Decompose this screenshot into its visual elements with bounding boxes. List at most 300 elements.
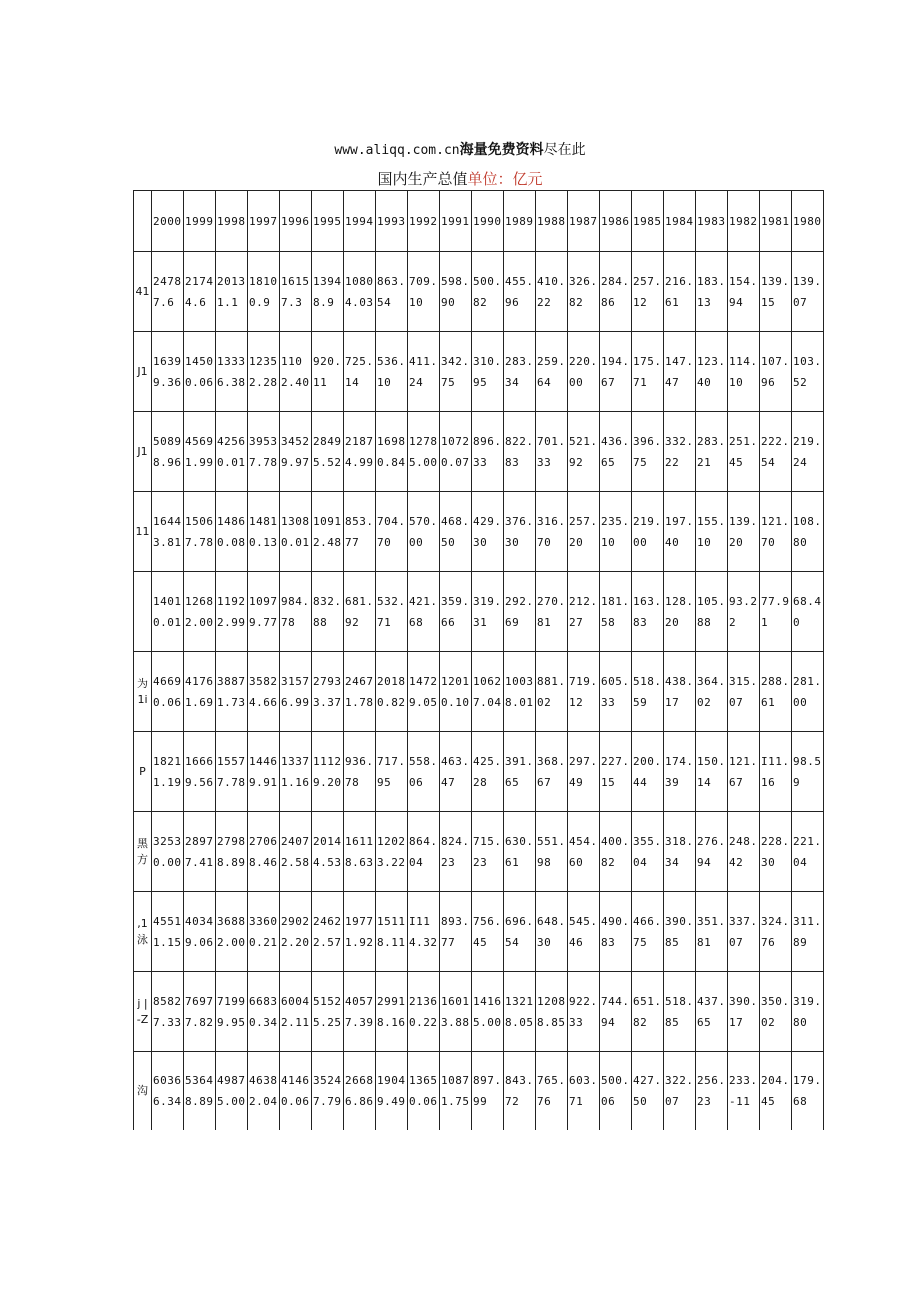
value-cell: [664, 412, 696, 492]
value-text: 853.77: [345, 514, 374, 549]
value-cell: [248, 572, 280, 652]
value-text: 46690.06: [153, 674, 182, 709]
value-text: 311.89: [793, 914, 822, 949]
value-cell: [600, 1052, 632, 1131]
value-text: 696.54: [505, 914, 534, 949]
year-header-cell: [664, 191, 696, 252]
value-cell: [696, 892, 728, 972]
value-text: 936.78: [345, 754, 374, 789]
value-text: 701.33: [537, 434, 566, 469]
value-cell: [632, 572, 664, 652]
value-cell: [408, 652, 440, 732]
value-cell: [280, 732, 312, 812]
value-text: 181.58: [601, 594, 630, 629]
value-text: 400.82: [601, 834, 630, 869]
value-text: 532.71: [377, 594, 406, 629]
value-text: 468.50: [441, 514, 470, 549]
year-label: 1992: [409, 214, 438, 228]
value-cell: [184, 412, 216, 492]
value-cell: [216, 892, 248, 972]
value-text: 709.10: [409, 274, 438, 309]
value-cell: [760, 1052, 792, 1131]
value-text: 103.52: [793, 354, 822, 389]
value-text: 284.86: [601, 274, 630, 309]
value-cell: [280, 572, 312, 652]
value-cell: [408, 412, 440, 492]
value-cell: [152, 812, 184, 892]
value-text: 756.45: [473, 914, 502, 949]
value-text: 155.10: [697, 514, 726, 549]
value-text: 174.39: [665, 754, 694, 789]
value-cell: [632, 252, 664, 332]
value-text: 376.30: [505, 514, 534, 549]
value-text: 10871.75: [441, 1074, 470, 1108]
value-cell: [248, 252, 280, 332]
value-text: 50898.96: [153, 434, 182, 469]
value-cell: [184, 972, 216, 1052]
value-text: 85827.33: [153, 994, 182, 1029]
value-cell: [664, 812, 696, 892]
value-text: 29918.16: [377, 994, 406, 1029]
value-text: 14010.01: [153, 594, 182, 629]
value-cell: [728, 812, 760, 892]
value-cell: [664, 1052, 696, 1131]
value-text: 45691.99: [185, 434, 214, 469]
value-text: 310.95: [473, 354, 502, 389]
value-cell: [184, 572, 216, 652]
value-text: 26686.86: [345, 1074, 374, 1108]
value-cell: [792, 972, 824, 1052]
value-cell: [184, 492, 216, 572]
value-cell: [568, 892, 600, 972]
value-cell: [568, 732, 600, 812]
table-row: [134, 332, 824, 412]
value-text: 28977.41: [185, 834, 214, 869]
table-title: [0, 169, 920, 189]
value-cell: [728, 1052, 760, 1131]
value-cell: [440, 252, 472, 332]
year-label: 1993: [377, 214, 406, 228]
value-text: 16399.36: [153, 354, 182, 389]
value-cell: [568, 812, 600, 892]
value-cell: [600, 812, 632, 892]
year-header-row: [134, 191, 824, 252]
value-text: 411.24: [409, 354, 438, 389]
value-text: 11129.20: [313, 754, 342, 789]
value-text: 16157.3: [281, 274, 310, 309]
value-cell: [536, 492, 568, 572]
value-cell: [504, 652, 536, 732]
value-cell: [536, 252, 568, 332]
value-text: 558.06: [409, 754, 438, 789]
value-cell: [376, 572, 408, 652]
table-row: [134, 252, 824, 332]
document-header: [0, 141, 920, 160]
value-text: 76977.82: [185, 994, 214, 1029]
value-cell: [664, 732, 696, 812]
value-cell: [504, 1052, 536, 1131]
value-text: 319.31: [473, 594, 502, 629]
year-header-cell: [504, 191, 536, 252]
value-text: 154.94: [729, 274, 758, 309]
year-label: 2000: [153, 214, 182, 228]
value-cell: [152, 252, 184, 332]
value-cell: [536, 412, 568, 492]
value-text: 717.95: [377, 754, 406, 789]
value-cell: [600, 332, 632, 412]
row-label: ,1 泳: [134, 892, 152, 972]
value-cell: [632, 732, 664, 812]
value-text: 744.94: [601, 994, 630, 1029]
value-cell: [216, 732, 248, 812]
value-text: 139.20: [729, 514, 758, 549]
value-text: 438.17: [665, 674, 694, 709]
value-text: 13948.9: [313, 274, 342, 309]
value-cell: [440, 972, 472, 1052]
value-cell: [536, 332, 568, 412]
value-cell: [696, 252, 728, 332]
value-text: 150.14: [697, 754, 726, 789]
year-label: 1996: [281, 214, 310, 228]
value-text: 12352.28: [249, 354, 278, 389]
value-text: 605.33: [601, 674, 630, 709]
year-label: 1995: [313, 214, 342, 228]
value-text: 175.71: [633, 354, 662, 389]
value-text: 455.96: [505, 274, 534, 309]
value-cell: [696, 1052, 728, 1131]
value-text: 139.15: [761, 274, 790, 309]
row-label: [134, 572, 152, 652]
value-cell: [312, 892, 344, 972]
value-cell: [248, 652, 280, 732]
value-text: 15067.78: [185, 514, 214, 549]
value-cell: [248, 892, 280, 972]
value-text: 128.20: [665, 594, 694, 629]
value-cell: [248, 812, 280, 892]
value-text: 10038.01: [505, 674, 534, 709]
value-cell: [472, 492, 504, 572]
value-text: 40577.39: [345, 994, 374, 1029]
row-label: J1: [134, 412, 152, 492]
value-text: 24072.58: [281, 834, 310, 869]
value-cell: [408, 732, 440, 812]
value-text: 15118.11: [377, 914, 406, 949]
value-cell: [248, 492, 280, 572]
value-cell: [664, 332, 696, 412]
year-header-cell: [696, 191, 728, 252]
value-text: 536.10: [377, 354, 406, 389]
value-cell: [152, 412, 184, 492]
value-text: 12023.22: [377, 834, 406, 869]
value-cell: [344, 1052, 376, 1131]
value-cell: [280, 332, 312, 412]
value-text: 922.33: [569, 994, 598, 1029]
value-text: 200.44: [633, 754, 662, 789]
value-text: 60042.11: [281, 994, 310, 1029]
value-cell: [280, 412, 312, 492]
value-cell: [536, 572, 568, 652]
value-cell: [216, 1052, 248, 1131]
value-cell: [152, 572, 184, 652]
value-cell: [376, 812, 408, 892]
value-text: 257.12: [633, 274, 662, 309]
value-cell: [728, 652, 760, 732]
value-text: 920.11: [313, 354, 342, 389]
value-cell: [472, 812, 504, 892]
value-text: 220.00: [569, 354, 598, 389]
value-text: 216.61: [665, 274, 694, 309]
value-text: 19049.49: [377, 1074, 406, 1108]
table-row: [134, 812, 824, 892]
row-label: 41: [134, 252, 152, 332]
value-cell: [600, 652, 632, 732]
value-cell: [184, 252, 216, 332]
value-text: 500.82: [473, 274, 502, 309]
value-cell: [568, 1052, 600, 1131]
value-text: 429.30: [473, 514, 502, 549]
row-label: 为 1i: [134, 652, 152, 732]
value-text: 425.28: [473, 754, 502, 789]
value-text: 40349.06: [185, 914, 214, 949]
table-row: [134, 572, 824, 652]
value-text: I11.16: [761, 754, 790, 789]
value-cell: [632, 332, 664, 412]
value-cell: [344, 252, 376, 332]
value-text: 21744.6: [185, 274, 214, 309]
value-text: 24622.57: [313, 914, 342, 949]
value-text: 13371.16: [281, 754, 310, 789]
value-text: 257.20: [569, 514, 598, 549]
value-text: 10912.48: [313, 514, 342, 549]
value-text: 13336.38: [217, 354, 246, 389]
value-text: 13080.01: [281, 514, 310, 549]
value-cell: [312, 1052, 344, 1131]
value-text: 20180.82: [377, 674, 406, 709]
value-text: 283.34: [505, 354, 534, 389]
value-cell: [184, 812, 216, 892]
value-cell: [568, 412, 600, 492]
corner-cell: [134, 191, 152, 252]
value-cell: [536, 732, 568, 812]
value-cell: [728, 972, 760, 1052]
table-row: [134, 732, 824, 812]
value-cell: [568, 332, 600, 412]
year-label: 1997: [249, 214, 278, 228]
value-cell: [344, 732, 376, 812]
table-row: [134, 1052, 824, 1131]
value-cell: [280, 492, 312, 572]
year-header-cell: [760, 191, 792, 252]
value-text: 222.54: [761, 434, 790, 469]
value-text: 893.77: [441, 914, 470, 949]
year-header-cell: [600, 191, 632, 252]
value-text: 197.40: [665, 514, 694, 549]
year-header-cell: [312, 191, 344, 252]
value-text: 41761.69: [185, 674, 214, 709]
value-text: 24787.6: [153, 274, 182, 309]
value-cell: [376, 652, 408, 732]
value-text: 824.23: [441, 834, 470, 869]
value-cell: [792, 332, 824, 412]
value-cell: [248, 332, 280, 412]
value-text: 36882.00: [217, 914, 246, 949]
value-cell: [472, 412, 504, 492]
value-cell: [184, 732, 216, 812]
row-label: 11: [134, 492, 152, 572]
value-cell: [472, 332, 504, 412]
row-label: P: [134, 732, 152, 812]
value-cell: [536, 1052, 568, 1131]
value-text: 14810.13: [249, 514, 278, 549]
table-title-main: 国内生产总值: [377, 170, 468, 188]
table-title-unit: 单位：亿元: [467, 170, 543, 188]
value-text: 322.07: [665, 1074, 694, 1108]
value-cell: [504, 412, 536, 492]
value-text: 725.14: [345, 354, 374, 389]
value-text: 12010.10: [441, 674, 470, 709]
value-cell: [408, 252, 440, 332]
value-cell: [728, 332, 760, 412]
value-text: 1102.40: [281, 354, 310, 389]
value-cell: [280, 892, 312, 972]
value-cell: [760, 652, 792, 732]
value-text: 11922.99: [217, 594, 246, 629]
value-text: 421.68: [409, 594, 438, 629]
value-cell: [728, 572, 760, 652]
value-text: 35247.79: [313, 1074, 342, 1108]
value-cell: [472, 1052, 504, 1131]
slogan-bold: 海量免费资料: [459, 142, 544, 158]
row-label: J1: [134, 332, 152, 412]
value-text: 396.75: [633, 434, 662, 469]
value-cell: [600, 892, 632, 972]
value-cell: [376, 332, 408, 412]
value-cell: [184, 652, 216, 732]
value-cell: [472, 572, 504, 652]
value-text: 39537.78: [249, 434, 278, 469]
value-cell: [696, 332, 728, 412]
value-cell: [344, 892, 376, 972]
value-cell: [632, 412, 664, 492]
value-cell: [440, 492, 472, 572]
value-text: 38871.73: [217, 674, 246, 709]
value-cell: [792, 652, 824, 732]
value-cell: [472, 732, 504, 812]
value-cell: [728, 492, 760, 572]
value-cell: [632, 492, 664, 572]
value-text: 14500.06: [185, 354, 214, 389]
value-cell: [440, 332, 472, 412]
value-cell: [216, 412, 248, 492]
table-row: [134, 652, 824, 732]
value-cell: [216, 332, 248, 412]
year-header-cell: [216, 191, 248, 252]
value-cell: [536, 892, 568, 972]
value-text: 324.76: [761, 914, 790, 949]
value-cell: [312, 812, 344, 892]
year-header-cell: [280, 191, 312, 252]
value-cell: [472, 652, 504, 732]
value-cell: [792, 252, 824, 332]
value-text: 598.90: [441, 274, 470, 309]
value-text: 864.04: [409, 834, 438, 869]
value-text: 437.65: [697, 994, 726, 1029]
value-text: 630.61: [505, 834, 534, 869]
value-cell: [504, 492, 536, 572]
value-cell: [248, 972, 280, 1052]
value-text: 219.00: [633, 514, 662, 549]
value-text: 500.06: [601, 1074, 630, 1108]
value-text: 53648.89: [185, 1074, 214, 1108]
value-cell: [312, 492, 344, 572]
value-cell: [440, 652, 472, 732]
value-cell: [440, 892, 472, 972]
value-text: 10720.07: [441, 434, 470, 469]
value-cell: [760, 732, 792, 812]
year-label: 1985: [633, 214, 662, 228]
value-text: 332.22: [665, 434, 694, 469]
value-text: 108.80: [793, 514, 822, 549]
value-cell: [664, 972, 696, 1052]
value-text: 390.17: [729, 994, 758, 1029]
table-row: [134, 892, 824, 972]
year-header-cell: [152, 191, 184, 252]
value-cell: [376, 252, 408, 332]
value-cell: [696, 812, 728, 892]
value-text: 139.07: [793, 274, 822, 309]
value-text: 410.22: [537, 274, 566, 309]
value-cell: [440, 812, 472, 892]
value-cell: [152, 1052, 184, 1131]
value-cell: [600, 492, 632, 572]
year-header-cell: [472, 191, 504, 252]
value-text: 715.23: [473, 834, 502, 869]
value-cell: [696, 412, 728, 492]
table-row: [134, 972, 824, 1052]
value-text: 436.65: [601, 434, 630, 469]
value-text: 20144.53: [313, 834, 342, 869]
value-cell: [440, 1052, 472, 1131]
value-text: 49875.00: [217, 1074, 246, 1108]
value-cell: [376, 492, 408, 572]
value-text: 21874.99: [345, 434, 374, 469]
value-cell: [376, 972, 408, 1052]
value-cell: [632, 812, 664, 892]
value-text: 93.22: [729, 594, 758, 629]
value-text: 51525.25: [313, 994, 342, 1029]
year-label: 1989: [505, 214, 534, 228]
value-cell: [504, 252, 536, 332]
year-header-cell: [408, 191, 440, 252]
value-cell: [344, 412, 376, 492]
value-cell: [696, 972, 728, 1052]
value-cell: [184, 332, 216, 412]
value-text: 248.42: [729, 834, 758, 869]
value-text: 16443.81: [153, 514, 182, 549]
value-cell: [696, 492, 728, 572]
value-cell: [312, 652, 344, 732]
value-text: 179.68: [793, 1074, 822, 1108]
value-cell: [312, 332, 344, 412]
value-text: 466.75: [633, 914, 662, 949]
value-cell: [408, 972, 440, 1052]
value-text: 259.64: [537, 354, 566, 389]
value-text: 454.60: [569, 834, 598, 869]
value-text: 704.70: [377, 514, 406, 549]
value-text: 121.70: [761, 514, 790, 549]
year-label: 1981: [761, 214, 790, 228]
value-cell: [344, 972, 376, 1052]
